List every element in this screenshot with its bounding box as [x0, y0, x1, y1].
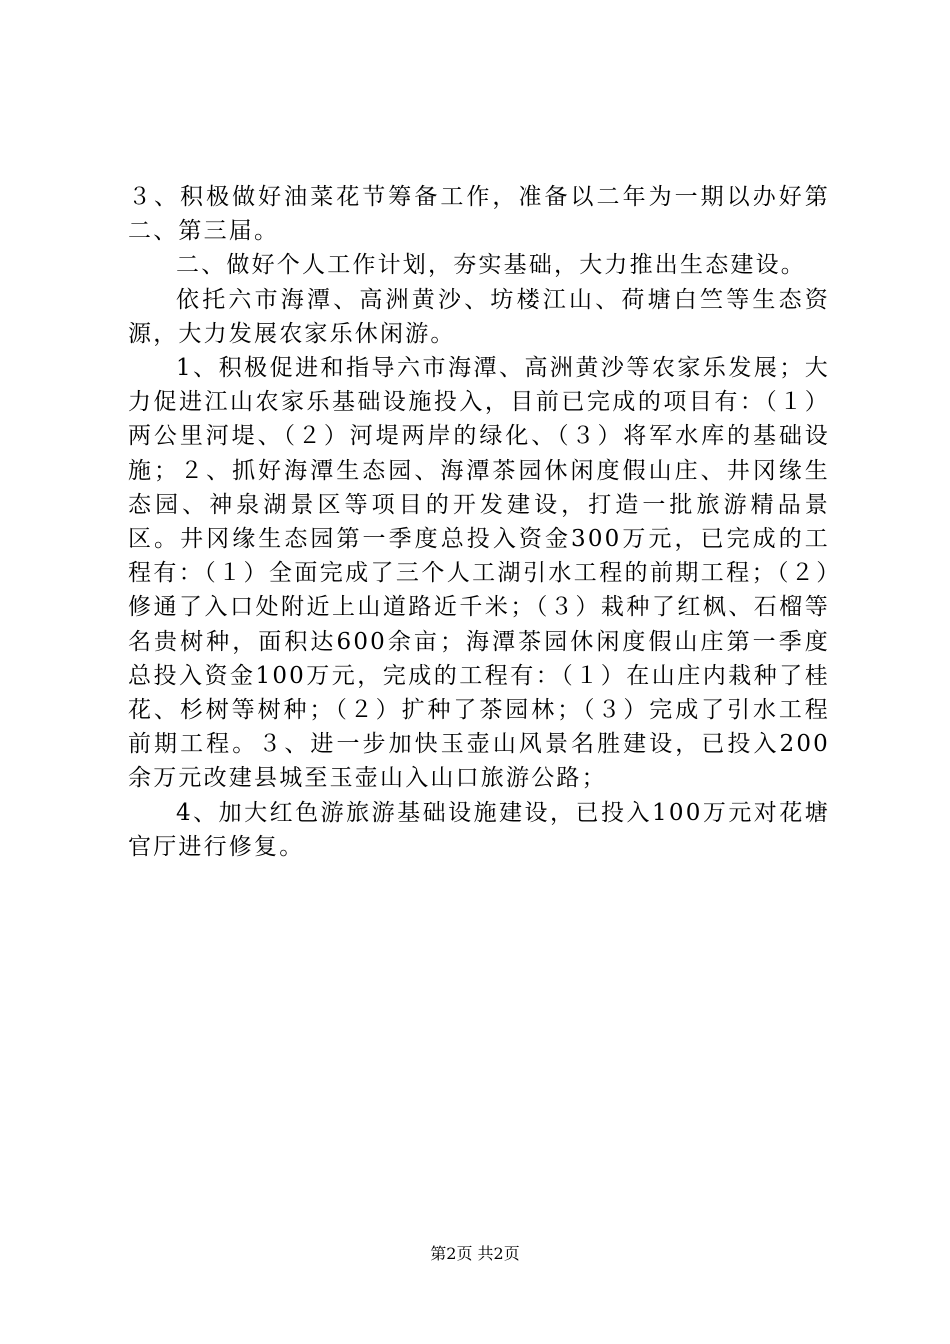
paragraph-item-4: 4、加大红色游旅游基础设施建设，已投入100万元对花塘官厅进行修复。 — [128, 799, 830, 860]
page-number-footer: 第2页 共2页 — [430, 1244, 520, 1263]
section-heading-2: 二、做好个人工作计划，夯实基础，大力推出生态建设。 — [176, 252, 806, 279]
paragraph-intro: 依托六市海潭、高洲黄沙、坊楼江山、荷塘白竺等生态资源，大力发展农家乐休闲游。 — [128, 286, 830, 347]
paragraph-item-3: ３、积极做好油菜花节筹备工作，准备以二年为一期以办好第二、第三届。 — [128, 184, 830, 245]
document-body — [128, 180, 830, 864]
paragraph-item-1: 1、积极促进和指导六市海潭、高洲黄沙等农家乐发展；大力促进江山农家乐基础设施投入，目前已完成的项目有：（１）两公里河堤、（２）河堤两岸的绿化、（３）将军水库的基础设施；２、抓好海潭生态园、海潭茶园休闲度假山庄、井冈缘生态园、神泉湖景区等项目的开发建设，打造一批旅游精品景区。井冈缘生态园第一季度总投入资金300万元，已完成的工程有：（１）全面完成了三个人工湖引水工程的前期工程；（２）修通了入口处附近上山道路近千米；（３）栽种了红枫、石榴等名贵树种，面积达600余亩；海潭茶园休闲度假山庄第一季度总投入资金100万元，完成的工程有：（１）在山庄内栽种了桂花、杉树等树种；（２）扩种了茶园林；（３）完成了引水工程前期工程。３、进一步加快玉壶山风景名胜建设，已投入200余万元改建县城至玉壶山入山口旅游公路； — [128, 355, 830, 792]
